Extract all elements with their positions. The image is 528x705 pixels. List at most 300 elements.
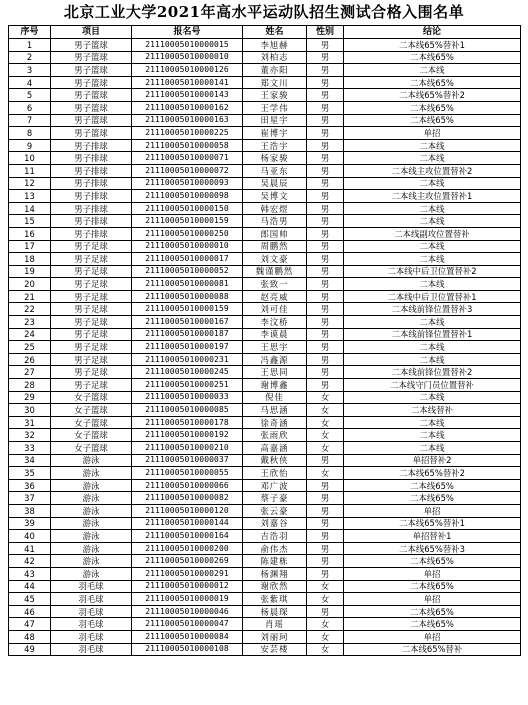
cell-name: 吴晨辰	[243, 177, 307, 190]
cell-sport: 游泳	[51, 530, 132, 543]
cell-name: 张云豪	[243, 504, 307, 517]
table-row	[9, 442, 521, 455]
admission-table	[8, 25, 521, 656]
cell-sport: 游泳	[51, 542, 132, 555]
cell-name: 谢博鑫	[243, 379, 307, 392]
cell-gender: 男	[307, 492, 344, 505]
cell-gender: 男	[307, 152, 344, 165]
cell-gender: 女	[307, 416, 344, 429]
cell-gender: 女	[307, 593, 344, 606]
cell-name: 谢欣然	[243, 580, 307, 593]
cell-gender: 男	[307, 101, 344, 114]
cell-name: 崔博宇	[243, 127, 307, 140]
table-body	[9, 39, 521, 656]
cell-conclusion: 二本线65%	[344, 101, 521, 114]
cell-index: 21	[9, 290, 51, 303]
table-row	[9, 240, 521, 253]
cell-sport: 男子足球	[51, 278, 132, 291]
cell-conclusion: 二本线	[344, 64, 521, 77]
table-row	[9, 190, 521, 203]
cell-gender: 女	[307, 580, 344, 593]
cell-index: 32	[9, 429, 51, 442]
cell-registration-number: 21110005010000231	[132, 353, 243, 366]
cell-gender: 女	[307, 442, 344, 455]
cell-name: 王思宇	[243, 341, 307, 354]
cell-sport: 男子篮球	[51, 51, 132, 64]
cell-conclusion: 二本线替补	[344, 404, 521, 417]
cell-gender: 男	[307, 316, 344, 329]
cell-index: 10	[9, 152, 51, 165]
cell-name: 郎国帅	[243, 227, 307, 240]
table-row	[9, 379, 521, 392]
cell-name: 马思涵	[243, 404, 307, 417]
cell-gender: 女	[307, 643, 344, 656]
cell-registration-number: 21110005010000033	[132, 391, 243, 404]
cell-conclusion: 二本线65%替补1	[344, 517, 521, 530]
cell-index: 1	[9, 39, 51, 52]
cell-sport: 游泳	[51, 467, 132, 480]
cell-name: 田星宇	[243, 114, 307, 127]
cell-conclusion: 二本线65%替补3	[344, 542, 521, 555]
cell-sport: 男子排球	[51, 202, 132, 215]
table-row	[9, 278, 521, 291]
cell-conclusion: 二本线主攻位置替补2	[344, 164, 521, 177]
cell-name: 王学伟	[243, 101, 307, 114]
table-row	[9, 39, 521, 52]
cell-name: 马浩男	[243, 215, 307, 228]
cell-gender: 男	[307, 240, 344, 253]
cell-registration-number: 21110005010000017	[132, 253, 243, 266]
cell-registration-number: 21110005010000150	[132, 202, 243, 215]
table-row	[9, 215, 521, 228]
cell-name: 俞伟杰	[243, 542, 307, 555]
cell-conclusion: 二本线前锋位置替补1	[344, 328, 521, 341]
cell-gender: 男	[307, 290, 344, 303]
cell-registration-number: 21110005010000082	[132, 492, 243, 505]
cell-conclusion: 单招替补2	[344, 454, 521, 467]
table-row	[9, 643, 521, 656]
table-row	[9, 353, 521, 366]
cell-index: 20	[9, 278, 51, 291]
cell-index: 31	[9, 416, 51, 429]
cell-conclusion: 单招替补1	[344, 530, 521, 543]
cell-conclusion: 单招	[344, 127, 521, 140]
cell-registration-number: 21110005010000108	[132, 643, 243, 656]
cell-index: 25	[9, 341, 51, 354]
cell-index: 11	[9, 164, 51, 177]
cell-gender: 女	[307, 467, 344, 480]
cell-gender: 男	[307, 341, 344, 354]
table-row	[9, 152, 521, 165]
table-row	[9, 177, 521, 190]
cell-registration-number: 21110005010000120	[132, 504, 243, 517]
cell-registration-number: 21110005010000144	[132, 517, 243, 530]
cell-name: 王浩宇	[243, 139, 307, 152]
cell-gender: 男	[307, 504, 344, 517]
cell-conclusion: 二本线副攻位置替补	[344, 227, 521, 240]
cell-registration-number: 21110005010000187	[132, 328, 243, 341]
cell-name: 李汶桥	[243, 316, 307, 329]
cell-name: 蔡子豪	[243, 492, 307, 505]
table-row	[9, 202, 521, 215]
table-row	[9, 555, 521, 568]
cell-conclusion: 二本线65%	[344, 605, 521, 618]
cell-registration-number: 21110005010000251	[132, 379, 243, 392]
table-row	[9, 51, 521, 64]
cell-index: 46	[9, 605, 51, 618]
cell-gender: 男	[307, 253, 344, 266]
cell-registration-number: 21110005010000126	[132, 64, 243, 77]
cell-conclusion: 二本线65%替补	[344, 643, 521, 656]
cell-name: 吴博文	[243, 190, 307, 203]
cell-conclusion: 单招	[344, 593, 521, 606]
cell-registration-number: 21110005010000046	[132, 605, 243, 618]
table-row	[9, 89, 521, 102]
table-row	[9, 328, 521, 341]
cell-gender: 女	[307, 618, 344, 631]
table-row	[9, 530, 521, 543]
cell-index: 42	[9, 555, 51, 568]
cell-name: 张致一	[243, 278, 307, 291]
cell-registration-number: 21110005010000143	[132, 89, 243, 102]
cell-index: 39	[9, 517, 51, 530]
cell-sport: 男子足球	[51, 290, 132, 303]
cell-sport: 羽毛球	[51, 605, 132, 618]
cell-conclusion: 二本线	[344, 139, 521, 152]
cell-sport: 女子篮球	[51, 404, 132, 417]
cell-registration-number: 21110005010000012	[132, 580, 243, 593]
cell-name: 杨渊翔	[243, 567, 307, 580]
cell-registration-number: 21110005010000163	[132, 114, 243, 127]
cell-sport: 羽毛球	[51, 630, 132, 643]
cell-gender: 男	[307, 530, 344, 543]
cell-sport: 男子足球	[51, 303, 132, 316]
table-row	[9, 567, 521, 580]
table-row	[9, 454, 521, 467]
cell-sport: 男子篮球	[51, 64, 132, 77]
table-row	[9, 341, 521, 354]
cell-conclusion: 单招	[344, 567, 521, 580]
cell-gender: 男	[307, 39, 344, 52]
cell-conclusion: 二本线65%	[344, 580, 521, 593]
cell-conclusion: 二本线65%	[344, 555, 521, 568]
cell-registration-number: 21110005010000058	[132, 139, 243, 152]
cell-registration-number: 21110005010000141	[132, 76, 243, 89]
cell-index: 43	[9, 567, 51, 580]
cell-index: 7	[9, 114, 51, 127]
cell-sport: 男子足球	[51, 379, 132, 392]
cell-conclusion: 二本线	[344, 341, 521, 354]
cell-gender: 男	[307, 164, 344, 177]
cell-registration-number: 21110005010000010	[132, 51, 243, 64]
cell-name: 刘文豪	[243, 253, 307, 266]
cell-sport: 游泳	[51, 567, 132, 580]
cell-gender: 男	[307, 379, 344, 392]
cell-conclusion: 二本线中后卫位置替补1	[344, 290, 521, 303]
cell-name: 杨晨琛	[243, 605, 307, 618]
cell-index: 6	[9, 101, 51, 114]
cell-registration-number: 21110005010000098	[132, 190, 243, 203]
header-name: 姓名	[243, 26, 307, 39]
cell-conclusion: 二本线	[344, 253, 521, 266]
cell-index: 4	[9, 76, 51, 89]
cell-conclusion: 二本线65%	[344, 492, 521, 505]
cell-index: 28	[9, 379, 51, 392]
cell-conclusion: 二本线	[344, 177, 521, 190]
cell-name: 周鹏然	[243, 240, 307, 253]
cell-sport: 男子篮球	[51, 101, 132, 114]
cell-index: 41	[9, 542, 51, 555]
cell-conclusion: 二本线	[344, 278, 521, 291]
cell-name: 冯鑫源	[243, 353, 307, 366]
cell-conclusion: 二本线65%	[344, 618, 521, 631]
cell-registration-number: 21110005010000081	[132, 278, 243, 291]
cell-name: 刘柏志	[243, 51, 307, 64]
cell-conclusion: 二本线	[344, 442, 521, 455]
cell-registration-number: 21110005010000159	[132, 303, 243, 316]
cell-name: 吉浩羽	[243, 530, 307, 543]
cell-gender: 男	[307, 605, 344, 618]
cell-name: 张雨欣	[243, 429, 307, 442]
cell-registration-number: 21110005010000093	[132, 177, 243, 190]
cell-sport: 游泳	[51, 454, 132, 467]
cell-gender: 女	[307, 404, 344, 417]
cell-name: 杨家骏	[243, 152, 307, 165]
cell-sport: 羽毛球	[51, 643, 132, 656]
cell-sport: 女子篮球	[51, 429, 132, 442]
cell-name: 刘嘉谷	[243, 517, 307, 530]
table-row	[9, 593, 521, 606]
cell-name: 戴秋侠	[243, 454, 307, 467]
cell-index: 48	[9, 630, 51, 643]
cell-index: 38	[9, 504, 51, 517]
cell-registration-number: 21110005010000291	[132, 567, 243, 580]
cell-conclusion: 二本线前锋位置替补3	[344, 303, 521, 316]
cell-name: 赵亮威	[243, 290, 307, 303]
cell-conclusion: 二本线	[344, 429, 521, 442]
cell-sport: 女子篮球	[51, 391, 132, 404]
cell-index: 37	[9, 492, 51, 505]
cell-name: 陈建栋	[243, 555, 307, 568]
cell-conclusion: 二本线65%替补2	[344, 89, 521, 102]
cell-registration-number: 21110005010000164	[132, 530, 243, 543]
table-row	[9, 253, 521, 266]
table-row	[9, 492, 521, 505]
table-row	[9, 504, 521, 517]
cell-index: 26	[9, 353, 51, 366]
cell-gender: 男	[307, 139, 344, 152]
table-row	[9, 479, 521, 492]
cell-registration-number: 21110005010000192	[132, 429, 243, 442]
table-row	[9, 630, 521, 643]
cell-name: 高嘉涵	[243, 442, 307, 455]
cell-registration-number: 21110005010000084	[132, 630, 243, 643]
cell-sport: 男子足球	[51, 253, 132, 266]
cell-registration-number: 21110005010000162	[132, 101, 243, 114]
cell-sport: 男子排球	[51, 227, 132, 240]
cell-name: 刘可佳	[243, 303, 307, 316]
table-row	[9, 265, 521, 278]
cell-index: 13	[9, 190, 51, 203]
table-row	[9, 227, 521, 240]
cell-gender: 男	[307, 366, 344, 379]
cell-gender: 男	[307, 542, 344, 555]
header-sport: 项目	[51, 26, 132, 39]
cell-gender: 男	[307, 278, 344, 291]
table-row	[9, 605, 521, 618]
cell-sport: 羽毛球	[51, 593, 132, 606]
cell-name: 李谟晨	[243, 328, 307, 341]
cell-registration-number: 21110005010000019	[132, 593, 243, 606]
cell-sport: 男子排球	[51, 215, 132, 228]
cell-index: 17	[9, 240, 51, 253]
page-title: 北京工业大学2021年高水平运动队招生测试合格入围名单	[63, 3, 465, 21]
cell-conclusion: 二本线65%	[344, 51, 521, 64]
cell-name: 肖瑶	[243, 618, 307, 631]
cell-gender: 男	[307, 64, 344, 77]
cell-index: 40	[9, 530, 51, 543]
cell-index: 12	[9, 177, 51, 190]
cell-sport: 男子足球	[51, 341, 132, 354]
cell-conclusion: 二本线	[344, 353, 521, 366]
cell-index: 14	[9, 202, 51, 215]
cell-sport: 男子篮球	[51, 89, 132, 102]
cell-sport: 游泳	[51, 504, 132, 517]
cell-name: 倪佳	[243, 391, 307, 404]
table-row	[9, 139, 521, 152]
cell-sport: 女子篮球	[51, 416, 132, 429]
cell-gender: 女	[307, 429, 344, 442]
cell-registration-number: 21110005010000210	[132, 442, 243, 455]
table-row	[9, 416, 521, 429]
cell-gender: 男	[307, 190, 344, 203]
cell-registration-number: 21110005010000010	[132, 240, 243, 253]
cell-index: 49	[9, 643, 51, 656]
table-row	[9, 542, 521, 555]
table-row	[9, 580, 521, 593]
cell-index: 27	[9, 366, 51, 379]
cell-name: 董亦阳	[243, 64, 307, 77]
cell-conclusion: 二本线主攻位置替补1	[344, 190, 521, 203]
cell-sport: 游泳	[51, 555, 132, 568]
cell-index: 2	[9, 51, 51, 64]
cell-conclusion: 二本线	[344, 316, 521, 329]
cell-index: 16	[9, 227, 51, 240]
table-row	[9, 366, 521, 379]
cell-registration-number: 21110005010000088	[132, 290, 243, 303]
cell-conclusion: 单招	[344, 630, 521, 643]
cell-gender: 男	[307, 517, 344, 530]
cell-index: 34	[9, 454, 51, 467]
header-conclusion: 结论	[344, 26, 521, 39]
cell-conclusion: 二本线65%替补2	[344, 467, 521, 480]
cell-registration-number: 21110005010000200	[132, 542, 243, 555]
cell-name: 王家骏	[243, 89, 307, 102]
cell-sport: 女子篮球	[51, 442, 132, 455]
cell-sport: 男子排球	[51, 152, 132, 165]
cell-name: 王思同	[243, 366, 307, 379]
cell-name: 邓广波	[243, 479, 307, 492]
table-row	[9, 467, 521, 480]
cell-name: 马亚东	[243, 164, 307, 177]
cell-name: 韩宏煜	[243, 202, 307, 215]
cell-registration-number: 21110005010000269	[132, 555, 243, 568]
cell-conclusion: 单招	[344, 504, 521, 517]
cell-conclusion: 二本线守门员位置替补	[344, 379, 521, 392]
cell-gender: 男	[307, 202, 344, 215]
cell-sport: 男子排球	[51, 190, 132, 203]
cell-conclusion: 二本线	[344, 416, 521, 429]
cell-registration-number: 21110005010000072	[132, 164, 243, 177]
table-row	[9, 429, 521, 442]
cell-gender: 男	[307, 114, 344, 127]
cell-gender: 男	[307, 454, 344, 467]
cell-name: 安芸楼	[243, 643, 307, 656]
cell-sport: 男子足球	[51, 240, 132, 253]
cell-conclusion: 二本线	[344, 152, 521, 165]
cell-conclusion: 二本线	[344, 202, 521, 215]
cell-name: 徐奇涵	[243, 416, 307, 429]
table-row	[9, 101, 521, 114]
cell-gender: 男	[307, 177, 344, 190]
cell-conclusion: 二本线中后卫位置替补2	[344, 265, 521, 278]
table-row	[9, 404, 521, 417]
table-row	[9, 114, 521, 127]
table-row	[9, 618, 521, 631]
cell-conclusion: 二本线	[344, 391, 521, 404]
table-row	[9, 64, 521, 77]
cell-sport: 羽毛球	[51, 580, 132, 593]
cell-index: 5	[9, 89, 51, 102]
cell-sport: 男子排球	[51, 177, 132, 190]
cell-sport: 男子排球	[51, 139, 132, 152]
table-header-row	[9, 26, 521, 39]
cell-sport: 游泳	[51, 517, 132, 530]
cell-gender: 男	[307, 76, 344, 89]
cell-registration-number: 21110005010000015	[132, 39, 243, 52]
cell-index: 15	[9, 215, 51, 228]
table-row	[9, 76, 521, 89]
cell-index: 19	[9, 265, 51, 278]
cell-index: 44	[9, 580, 51, 593]
table-row	[9, 316, 521, 329]
cell-name: 郑文川	[243, 76, 307, 89]
cell-sport: 男子足球	[51, 353, 132, 366]
cell-index: 30	[9, 404, 51, 417]
cell-sport: 羽毛球	[51, 618, 132, 631]
cell-registration-number: 21110005010000167	[132, 316, 243, 329]
cell-gender: 男	[307, 215, 344, 228]
cell-gender: 男	[307, 303, 344, 316]
cell-registration-number: 21110005010000071	[132, 152, 243, 165]
cell-registration-number: 21110005010000055	[132, 467, 243, 480]
cell-registration-number: 21110005010000245	[132, 366, 243, 379]
cell-sport: 男子足球	[51, 265, 132, 278]
table-row	[9, 391, 521, 404]
cell-registration-number: 21110005010000052	[132, 265, 243, 278]
cell-name: 张紫琪	[243, 593, 307, 606]
cell-registration-number: 21110005010000047	[132, 618, 243, 631]
cell-sport: 男子足球	[51, 328, 132, 341]
cell-index: 29	[9, 391, 51, 404]
cell-registration-number: 21110005010000178	[132, 416, 243, 429]
header-index: 序号	[9, 26, 51, 39]
cell-sport: 游泳	[51, 492, 132, 505]
cell-conclusion: 二本线65%	[344, 479, 521, 492]
cell-gender: 男	[307, 328, 344, 341]
cell-conclusion: 二本线65%	[344, 76, 521, 89]
cell-registration-number: 21110005010000037	[132, 454, 243, 467]
